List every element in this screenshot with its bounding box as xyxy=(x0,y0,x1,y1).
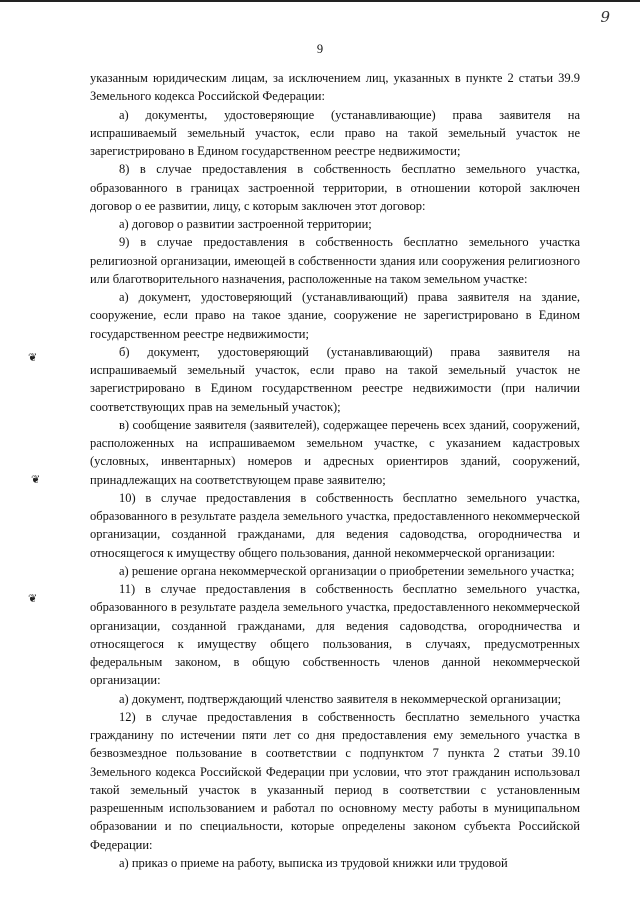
paragraph-item-8a: а) договор о развитии застроенной территории; xyxy=(119,217,372,231)
margin-bullet-icon: ❦ xyxy=(28,593,38,605)
page-number: 9 xyxy=(316,42,324,56)
margin-bullet-icon: ❦ xyxy=(28,352,38,364)
paragraph-item-9: 9) в случае предоставления в собственность бесплатно земельного участка религиозной организации, имеющей в собственности здания или сооружения религиозного или благотворительного назначения, расположенные на таком земельном участке: xyxy=(90,235,580,286)
paragraph-item-8: 8) в случае предоставления в собственность бесплатно земельного участка, образованного в границах застроенной территории, в отношении которой заключен договор о ее развитии, лицу, с которым заключен этот договор: xyxy=(90,162,580,213)
paragraph-item-12a: а) приказ о приеме на работу, выписка из трудовой книжки или трудовой xyxy=(119,855,508,870)
paragraph-item-9b: б) документ, удостоверяющий (устанавливающий) права заявителя на испрашиваемый земельный участок, если право на такой земельный участок не зарегистрировано в Едином государственном реестре недвижимости (при наличии соответствующих прав на земельный участок); xyxy=(90,344,580,414)
margin-bullet-icon: ❦ xyxy=(31,474,41,486)
paragraph-item-10a: а) решение органа некоммерческой организации о приобретении земельного участка; xyxy=(119,563,575,578)
paragraph-item-9v: в) сообщение заявителя (заявителей), содержащее перечень всех зданий, сооружений, расположенных на испрашиваемом земельном участке, с указанием кадастровых (условных, инвентарных) номеров и адресных ориентиров зданий, сооружений, принадлежащих на соответствующем праве заявителю; xyxy=(90,417,580,487)
handwritten-page-mark: 9 xyxy=(600,8,610,26)
paragraph-item-11a: а) документ, подтверждающий членство заявителя в некоммерческой организации; xyxy=(119,691,562,706)
document-body xyxy=(90,69,580,872)
paragraph-item-12: 12) в случае предоставления в собственность бесплатно земельного участка гражданину по истечении пяти лет со дня предоставления ему земельного участка в безвозмездное пользование в соответствии с подпунктом 7 пункта 2 статьи 39.10 Земельного кодекса Российской Федерации при условии, что этот гражданин использовал такой земельный участок в указанный период в соответствии с установленным разрешенным использованием и работал по основному месту работы в муниципальном образовании и по специальности, которые определены законом субъекта Российской Федерации: xyxy=(90,709,580,852)
paragraph-item-11: 11) в случае предоставления в собственность бесплатно земельного участка, образованного в результате раздела земельного участка, предоставленного некоммерческой организации, созданной гражданами, для ведения садоводства, огородничества и относящегося к имуществу общего пользования, в случаях, предусмотренных федеральным законом, в общую собственность членов данной некоммерческой организации: xyxy=(90,582,580,688)
paragraph-item-9a: а) документ, удостоверяющий (устанавливающий) права заявителя на здание, сооружение, если право на такое здание, сооружение не зарегистрировано в Едином государственном реестре недвижимости; xyxy=(90,290,580,341)
paragraph-item-7a: а) документы, удостоверяющие (устанавливающие) права заявителя на испрашиваемый земельный участок, если право на такой земельный участок не зарегистрировано в Едином государственном реестре недвижимости; xyxy=(90,107,580,158)
scan-edge-line xyxy=(0,0,640,2)
paragraph-item-10: 10) в случае предоставления в собственность бесплатно земельного участка, образованного в результате раздела земельного участка, предоставленного некоммерческой организации, созданной гражданами, для ведения садоводства, огородничества и относящегося к имуществу общего пользования, данной некоммерческой организации: xyxy=(90,490,580,560)
paragraph-continuation: указанным юридическим лицам, за исключением лиц, указанных в пункте 2 статьи 39.9 Земельного кодекса Российской Федерации: xyxy=(90,71,580,104)
